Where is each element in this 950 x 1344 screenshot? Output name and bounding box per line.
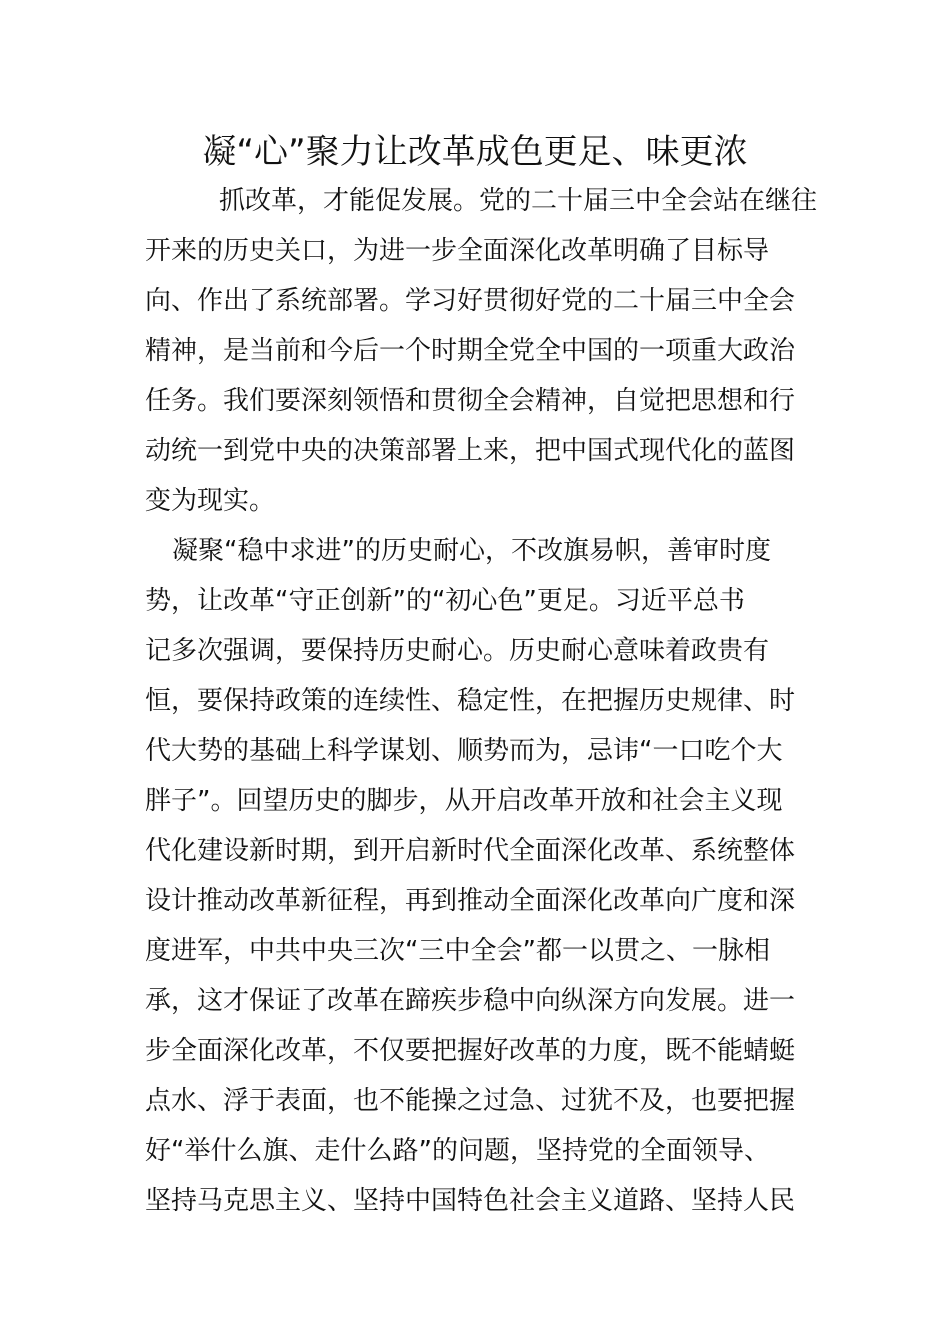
paragraph-line: 承，这才保证了改革在蹄疾步稳中向纵深方向发展。进一 [145,986,796,1016]
paragraph-line: 代大势的基础上科学谋划、顺势而为，忌讳“一口吃个大 [145,736,783,766]
paragraph-line: 记多次强调，要保持历史耐心。历史耐心意味着政贵有 [145,636,770,666]
paragraph-2 [145,526,815,1226]
paragraph-line: 动统一到党中央的决策部署上来，把中国式现代化的蓝图 [145,436,796,466]
paragraph-line: 设计推动改革新征程，再到推动全面深化改革向广度和深 [145,886,796,916]
paragraph-line: 恒，要保持政策的连续性、稳定性，在把握历史规律、时 [145,686,796,716]
paragraph-line: 势，让改革“守正创新”的“初心色”更足。习近平总书 [145,586,745,616]
paragraph-line: 精神，是当前和今后一个时期全党全中国的一项重大政治 [145,336,796,366]
paragraph-line: 好“举什么旗、走什么路”的问题，坚持党的全面领导、 [145,1136,770,1166]
paragraph-line: 凝聚“稳中求进”的历史耐心，不改旗易帜，善审时度 [172,536,771,566]
paragraph-line: 开来的历史关口，为进一步全面深化改革明确了目标导 [145,236,770,266]
paragraph-1 [145,176,818,526]
paragraph-line: 抓改革，才能促发展。党的二十届三中全会站在继往 [219,186,818,216]
paragraph-line: 度进军，中共中央三次“三中全会”都一以贯之、一脉相 [145,936,770,966]
paragraph-line: 变为现实。 [145,486,276,516]
document-body [145,176,818,1226]
paragraph-line: 任务。我们要深刻领悟和贯彻全会精神，自觉把思想和行 [145,386,796,416]
document-title: 凝“心”聚力让改革成色更足、味更浓 [202,132,748,172]
paragraph-line: 步全面深化改革，不仅要把握好改革的力度，既不能蜻蜓 [145,1036,796,1066]
paragraph-line: 点水、浮于表面，也不能操之过急、过犹不及，也要把握 [145,1086,796,1116]
paragraph-line: 胖子”。回望历史的脚步，从开启改革开放和社会主义现 [145,786,783,816]
paragraph-line: 向、作出了系统部署。学习好贯彻好党的二十届三中全会 [145,286,796,316]
paragraph-line: 坚持马克思主义、坚持中国特色社会主义道路、坚持人民 [145,1186,796,1216]
paragraph-line: 代化建设新时期，到开启新时代全面深化改革、系统整体 [145,836,796,866]
